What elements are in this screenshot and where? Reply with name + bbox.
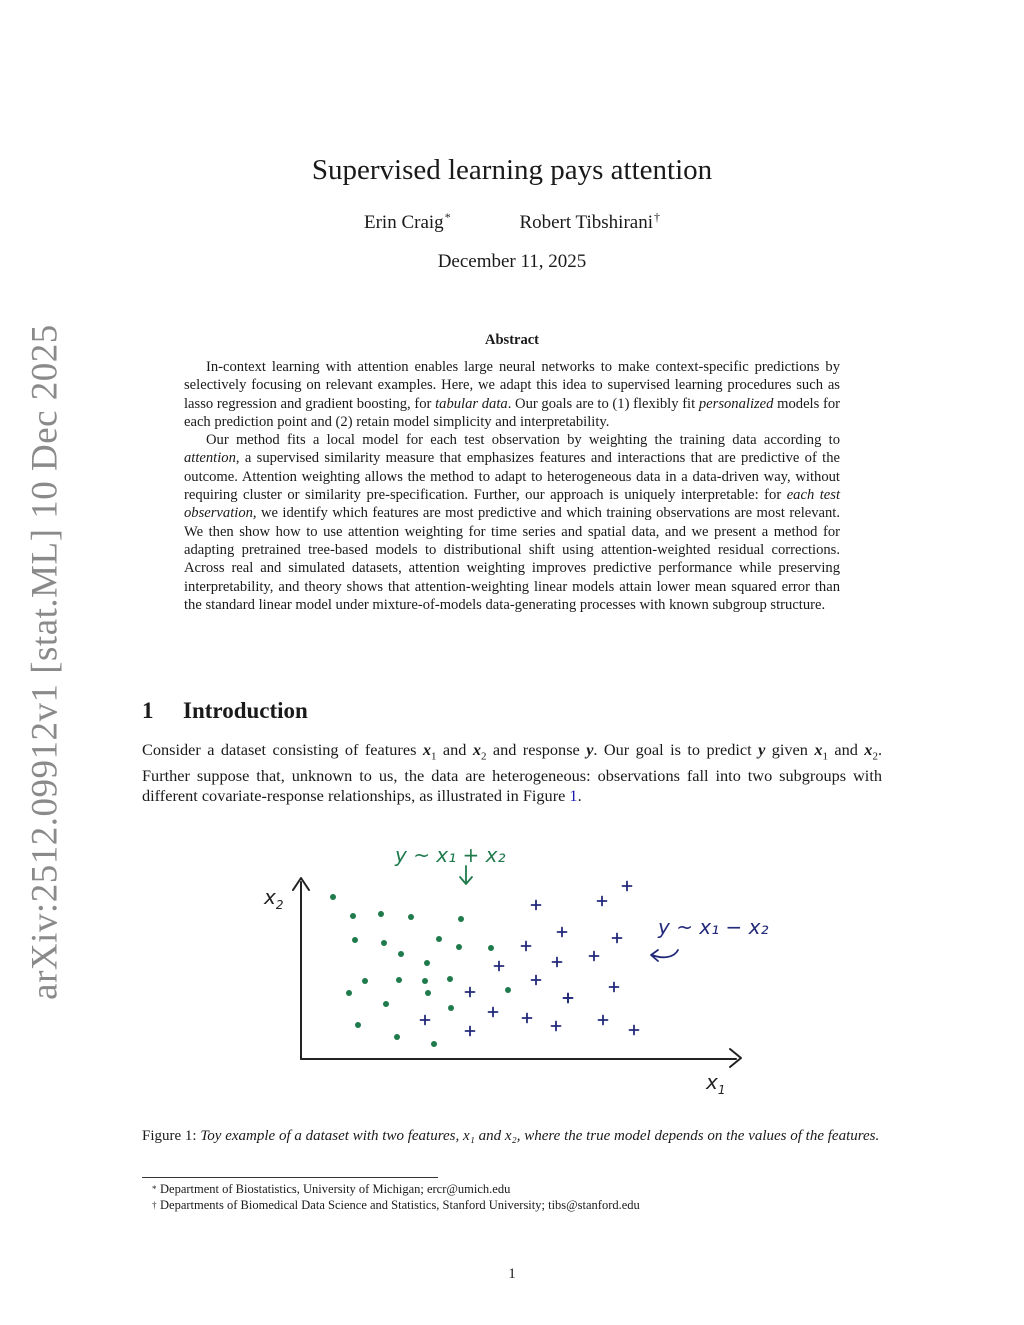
green-dot-mark [505, 987, 511, 993]
navy-plus-mark [610, 983, 619, 992]
navy-plus-mark [522, 942, 531, 951]
green-dot-mark [355, 1022, 361, 1028]
intro-paragraph [142, 740, 882, 806]
navy-plus-mark [421, 1016, 430, 1025]
intro-run: and response [486, 740, 587, 759]
author-2 [519, 210, 660, 234]
annotation-blue: y ~ x₁ − x₂ [658, 915, 769, 939]
y-axis-label-sub: 2 [275, 898, 284, 912]
green-dot-mark [424, 960, 430, 966]
annotation-green-arrow [460, 866, 472, 884]
intro-run: y [758, 740, 766, 759]
intro-run: Consider a dataset consisting of features [142, 740, 423, 759]
green-dot-mark [408, 914, 414, 920]
navy-plus-mark [613, 934, 622, 943]
intro-run: y [586, 740, 594, 759]
green-dot-mark [431, 1041, 437, 1047]
green-dot-mark [398, 951, 404, 957]
navy-plus-mark [466, 1027, 475, 1036]
author-2-mark: † [654, 210, 660, 224]
intro-run[interactable]: 1 [569, 786, 578, 806]
green-dot-mark [394, 1034, 400, 1040]
green-dot-mark [381, 940, 387, 946]
intro-run: given [765, 740, 815, 759]
intro-run: x [814, 740, 823, 759]
footnote-2-text: Departments of Biomedical Data Science and Statistics, Stanford University; tibs@stanford.edu [160, 1198, 640, 1212]
arxiv-id-text: arXiv:2512.09912v1 [stat.ML] 10 Dec 2025 [24, 324, 66, 1000]
abstract-body [184, 358, 840, 614]
navy-plus-mark [553, 958, 562, 967]
intro-run: and [827, 740, 865, 759]
footnote-1-text: Department of Biostatistics, University of Michigan; ercr@umich.edu [160, 1182, 511, 1196]
abstract-p1-run: personalized [698, 395, 774, 412]
abstract-p2-run: , we identify which features are most predictive and which training observations are most relevant. We then show how to use attention weighting for time series and spatial data, and we present a method for adapting pretrained tree-based models to distributional shift using attention-weighted residual corrections. Across real and simulated datasets, attention weighting improves predictive performance while preserving interpretability, and theory shows that attention-weighting linear models attain lower mean squared error than the standard linear model under mixture-of-models data-generating processes with known subgroup structure. [184, 505, 840, 613]
abstract-p1-run: In-context learning with attention enables large neural networks to make context-specific predictions by selectively focusing on relevant examples. Here, we adapt this idea to supervised learning procedures such as lasso regression and gradient boosting, for [184, 359, 840, 412]
caption-text: Toy example of a dataset with two features, x₁ and x₂, where the true model depends on the values of the features. [200, 1128, 880, 1144]
figure-1-sketch [240, 830, 780, 1110]
abstract-p2-run: attention [184, 450, 236, 467]
y-axis-label [263, 885, 283, 912]
green-dot-mark [362, 978, 368, 984]
abstract-p1-run: tabular data [435, 395, 508, 412]
green-dot-mark [488, 945, 494, 951]
green-dot-mark [350, 913, 356, 919]
navy-plus-mark [532, 901, 541, 910]
abstract-p2-run: each test observation [184, 487, 840, 522]
green-dot-mark [330, 894, 336, 900]
navy-plus-mark [564, 994, 573, 1003]
navy-plus-mark [630, 1026, 639, 1035]
navy-plus-mark [495, 962, 504, 971]
author-list [0, 210, 1024, 234]
section-title: Introduction [183, 698, 308, 723]
navy-plus-mark [558, 928, 567, 937]
intro-run: . [577, 786, 582, 806]
author-2-name: Robert Tibshirani [519, 212, 653, 233]
green-dot-mark [352, 937, 358, 943]
navy-plus-mark [623, 882, 632, 891]
navy-plus-mark [552, 1022, 561, 1031]
abstract-paragraph-1 [184, 358, 840, 431]
green-dot-mark [383, 1001, 389, 1007]
green-dot-mark [456, 944, 462, 950]
green-dot-mark [425, 990, 431, 996]
green-dot-mark [396, 977, 402, 983]
navy-plus-mark [590, 952, 599, 961]
footnote-2 [152, 1197, 640, 1213]
abstract-p1-run: . Our goals are to (1) flexibly fit [507, 395, 699, 412]
footnote-1-mark: * [152, 1184, 157, 1194]
abstract-paragraph-2 [184, 431, 840, 614]
intro-run: . Further suppose that, unknown to us, the data are heterogeneous: observations fall into two subgroups with different covariate-response relationships, as illustrated in Figure [142, 740, 883, 806]
green-dot-mark [436, 936, 442, 942]
intro-run: 2 [872, 750, 878, 763]
x-axis-label-sub: 1 [717, 1083, 726, 1097]
author-1-mark: * [444, 210, 451, 224]
navy-plus-mark [532, 976, 541, 985]
abstract-heading: Abstract [485, 332, 539, 348]
annotation-blue-arrow [651, 950, 678, 961]
navy-plus-mark [598, 897, 607, 906]
footnote-2-mark: † [152, 1200, 157, 1210]
intro-run: 1 [430, 750, 437, 763]
intro-run: and [436, 740, 473, 759]
figure-axes [293, 878, 741, 1067]
subgroup-1-points [330, 894, 511, 1047]
x-axis-label-main: x [706, 1070, 718, 1094]
abstract-p1-run: models for each prediction point and (2) retain model simplicity and interpretability. [184, 395, 840, 430]
green-dot-mark [422, 978, 428, 984]
annotation-green: y ~ x₁ + x₂ [395, 843, 506, 867]
section-heading [142, 698, 308, 724]
page-number: 1 [508, 1266, 516, 1282]
green-dot-mark [448, 1005, 454, 1011]
navy-plus-mark [489, 1008, 498, 1017]
green-dot-mark [458, 916, 464, 922]
footnote-divider [142, 1177, 438, 1178]
navy-plus-mark [466, 988, 475, 997]
figure-caption [142, 1126, 882, 1146]
intro-run: x [422, 740, 431, 759]
section-number: 1 [142, 698, 154, 723]
intro-run: 2 [480, 750, 487, 763]
author-1 [364, 210, 451, 234]
abstract-p2-run: Our method fits a local model for each test observation by weighting the training data according to [206, 432, 840, 449]
intro-run: . Our goal is to predict [593, 740, 759, 759]
footnotes [152, 1181, 640, 1213]
intro-run: x [864, 740, 873, 759]
author-1-name: Erin Craig [364, 212, 444, 233]
y-axis-label-main: x [264, 885, 276, 909]
navy-plus-mark [523, 1014, 532, 1023]
paper-title: Supervised learning pays attention [311, 154, 713, 186]
caption-label: Figure 1: [142, 1128, 197, 1144]
footnote-1 [152, 1181, 640, 1197]
green-dot-mark [378, 911, 384, 917]
green-dot-mark [447, 976, 453, 982]
x-axis-label [705, 1070, 725, 1097]
navy-plus-mark [599, 1016, 608, 1025]
intro-run: 1 [822, 750, 828, 763]
green-dot-mark [346, 990, 352, 996]
intro-run: x [472, 740, 481, 759]
abstract-p2-run: , a supervised similarity measure that emphasizes features and interactions that are predictive of the outcome. Attention weighting allows the method to adapt to heterogeneous data in a data-driven way, without requiring cluster or similarity pre-specification. Further, our approach is uniquely interpretable: for [184, 450, 840, 504]
paper-date: December 11, 2025 [437, 251, 587, 272]
subgroup-2-points [421, 882, 639, 1036]
